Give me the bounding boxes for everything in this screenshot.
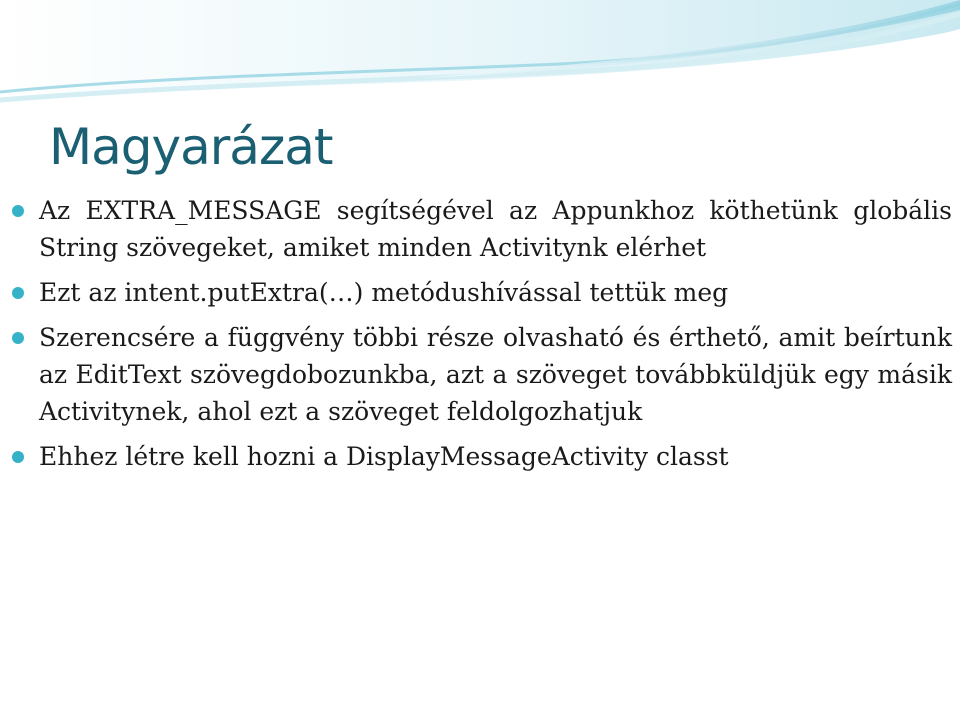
bullet-dot-icon <box>12 451 24 463</box>
bullet-text: Ehhez létre kell hozni a DisplayMessageActivity classt <box>39 442 729 471</box>
bullet-text: Ezt az intent.putExtra(…) metódushívással tettük meg <box>39 278 729 307</box>
bullet-item <box>12 274 952 311</box>
bullet-item <box>12 319 952 430</box>
bullet-dot-icon <box>12 205 24 217</box>
header-wave-decoration <box>0 0 960 110</box>
slide-title: Magyarázat <box>49 118 333 176</box>
bullet-item <box>12 438 952 475</box>
bullet-list <box>12 192 952 483</box>
bullet-text: Szerencsére a függvény többi része olvasható és érthető, amit beírtunk az EditText szövegdobozunkba, azt a szöveget továbbküldjük egy másik Activitynek, ahol ezt a szöveget feldolgozhatjuk <box>39 323 952 426</box>
bullet-text: Az EXTRA_MESSAGE segítségével az Appunkhoz köthetünk globális String szövegeket, amiket minden Activitynk elérhet <box>39 196 952 262</box>
bullet-dot-icon <box>12 287 24 299</box>
bullet-item <box>12 192 952 266</box>
bullet-dot-icon <box>12 332 24 344</box>
